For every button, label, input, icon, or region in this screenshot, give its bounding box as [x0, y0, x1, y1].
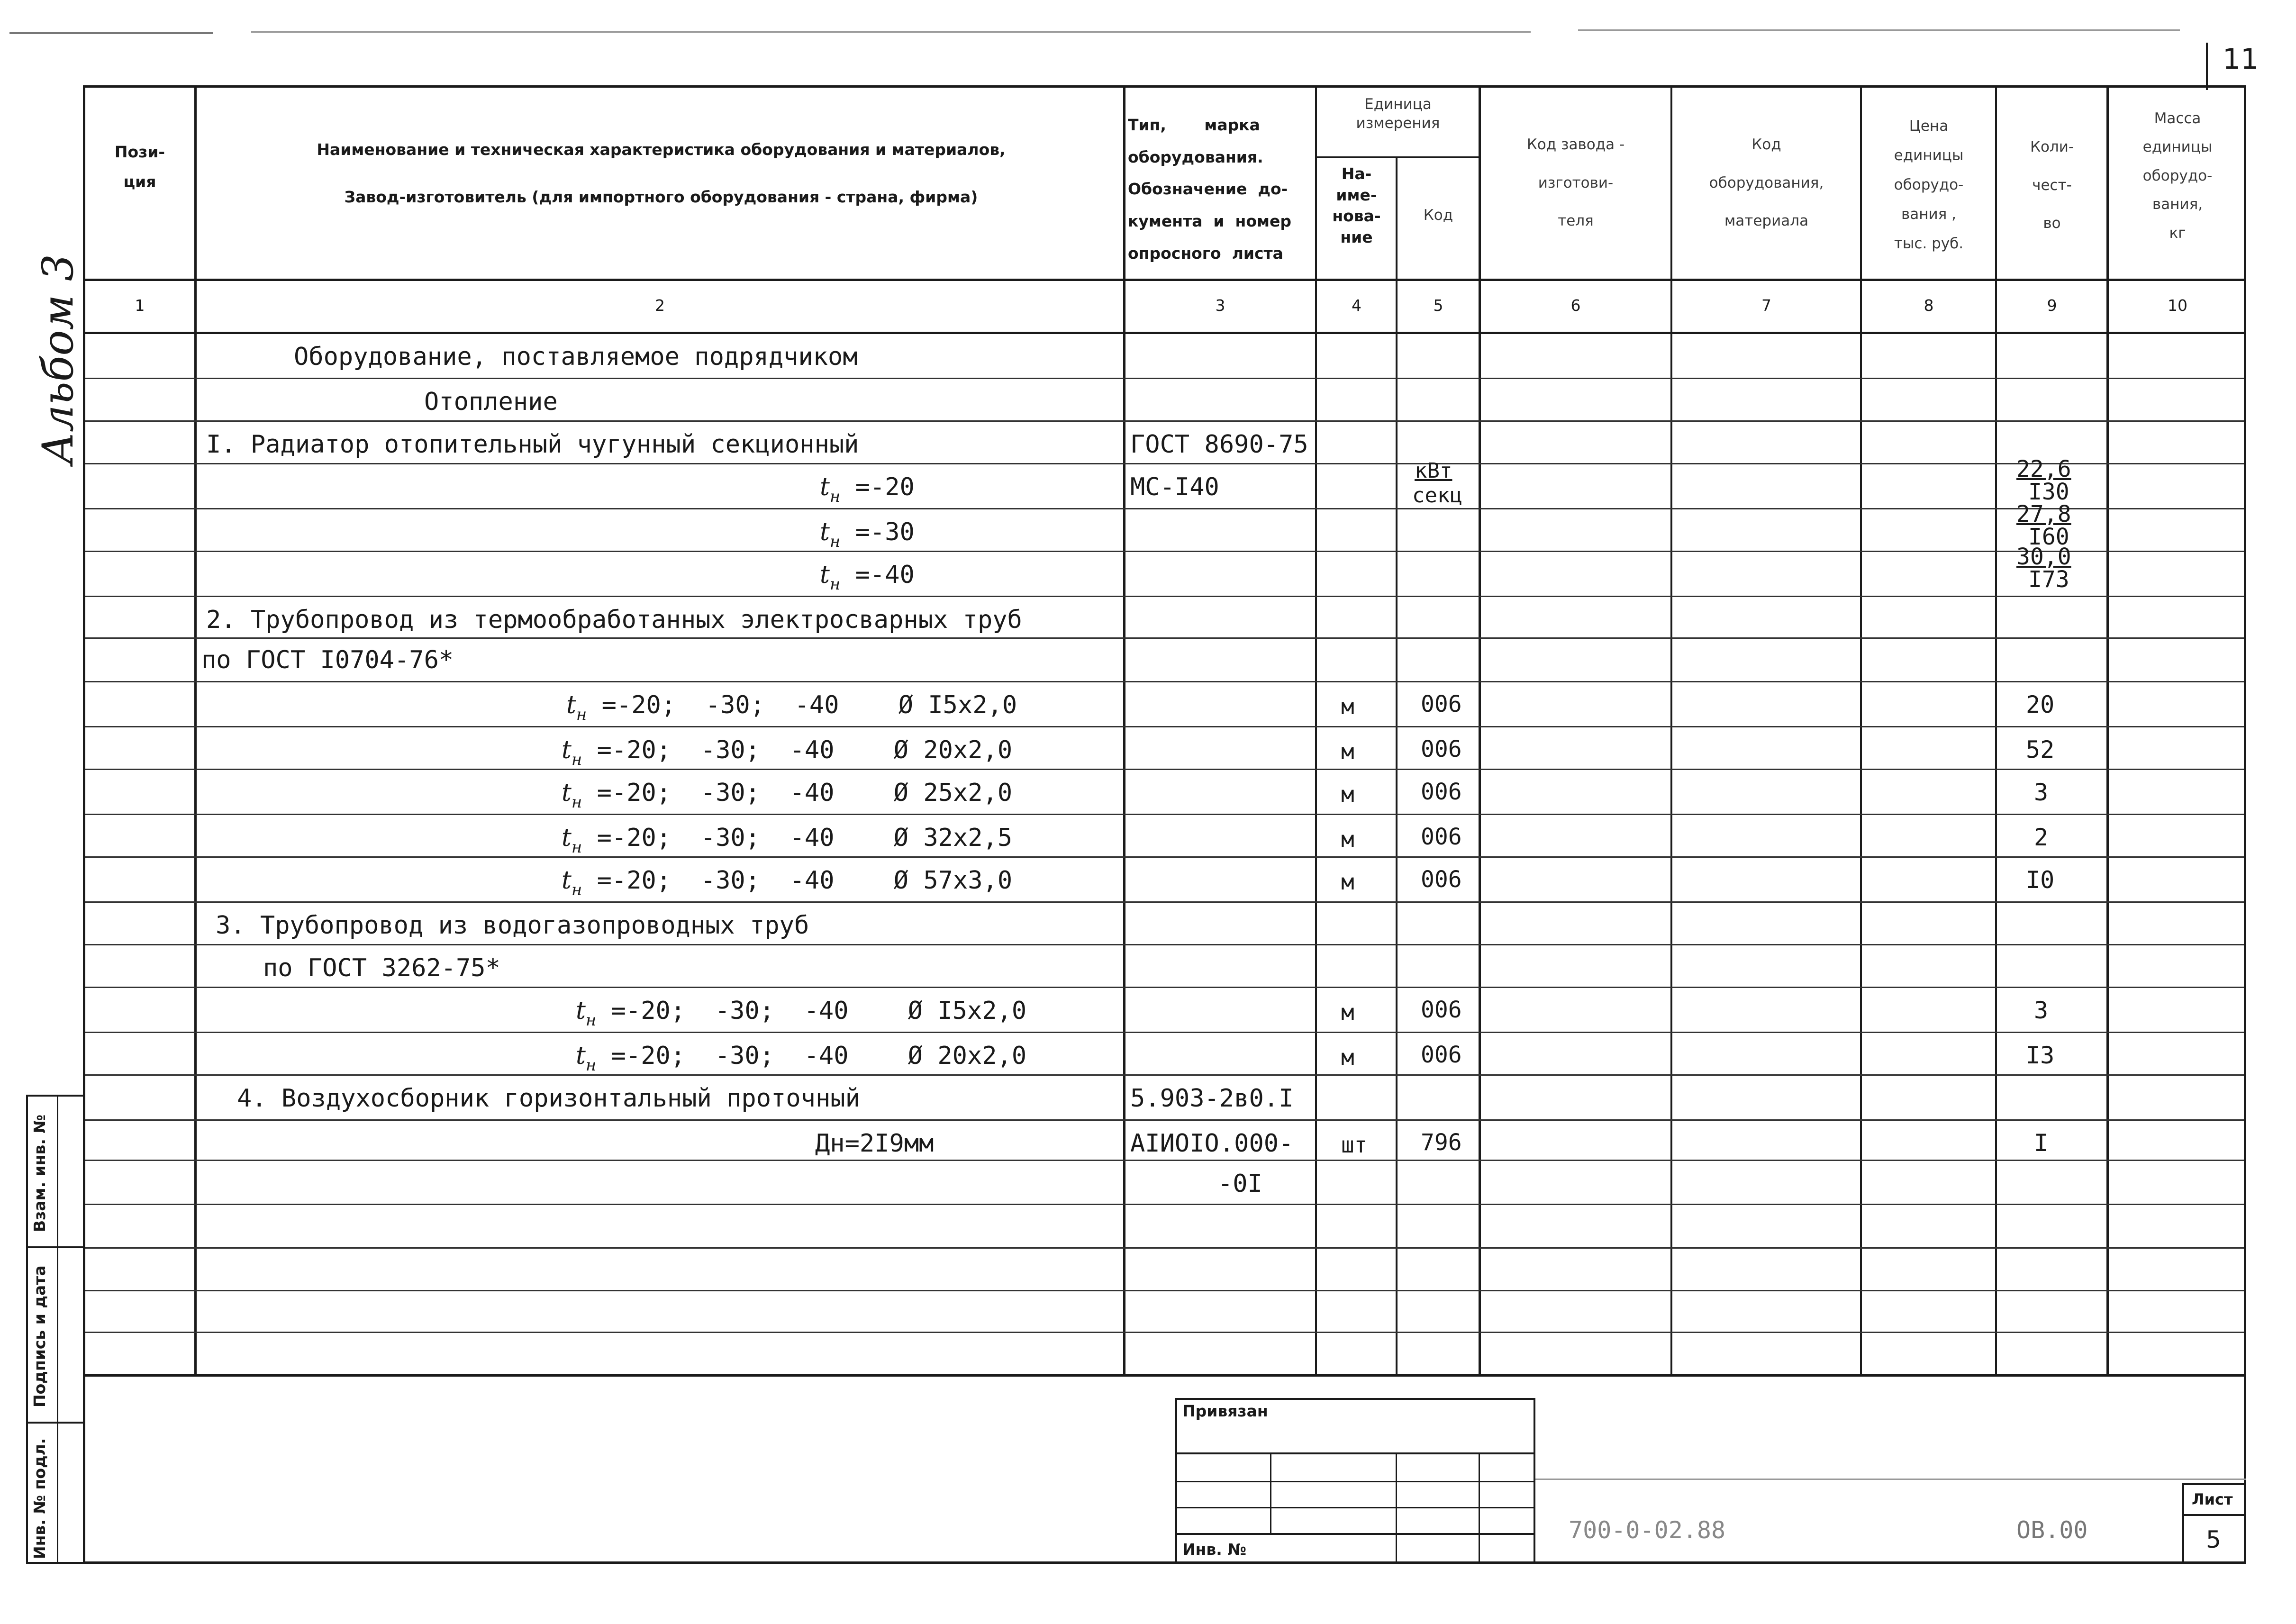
colnum-3: 3: [1215, 296, 1225, 315]
row-divider: [85, 637, 2244, 639]
row-code: кВт: [1415, 459, 1452, 483]
row-quantity: I0: [2026, 866, 2055, 894]
row-quantity: 2: [2034, 824, 2049, 851]
row-divider: [85, 463, 2244, 464]
header-unit-group: Единица измерения: [1356, 96, 1440, 132]
sheet-label: Лист: [2192, 1490, 2233, 1508]
row-type: МС-I40: [1130, 473, 1219, 501]
section-code: ОВ.00: [2016, 1516, 2088, 1544]
header-position: Пози- ция: [114, 143, 165, 191]
header-type: Тип, марка оборудования. Обозначение до- кумента и номер опросного листа: [1128, 116, 1291, 263]
row-divider: [85, 1074, 2244, 1076]
header-unit-code: Код: [1423, 207, 1453, 224]
row-divider: [85, 944, 2244, 945]
corner-sheet-number: 11: [2223, 43, 2259, 76]
row-divider: [85, 726, 2244, 727]
side-podpis: Подпись и дата: [30, 1265, 49, 1407]
row-divider: [85, 1032, 2244, 1033]
row-quantity: 20: [2026, 691, 2055, 718]
row-code: 006: [1421, 824, 1462, 850]
row-unit: м: [1341, 694, 1354, 719]
row-code: 006: [1421, 736, 1462, 762]
row-name: $t_н =-20$; -30; -40 Ø I5x2,0: [576, 997, 1027, 1030]
colnum-1: 1: [135, 296, 145, 315]
row-code: 796: [1421, 1129, 1462, 1156]
row-divider: [85, 551, 2244, 552]
row-divider: [85, 856, 2244, 858]
row-type: 5.903-2в0.I: [1130, 1084, 1294, 1113]
row-code: 006: [1421, 997, 1462, 1023]
row-quantity: 27,8: [2016, 501, 2071, 527]
colnum-6: 6: [1570, 296, 1581, 315]
row-quantity: 3: [2034, 779, 2049, 806]
row-unit: шт: [1341, 1132, 1368, 1158]
row-quantity-secondary: I60: [2028, 524, 2069, 550]
row-name: 2. Трубопровод из термообработанных электросварных труб: [206, 606, 1022, 634]
row-divider: [85, 987, 2244, 988]
row-divider: [85, 1160, 2244, 1161]
row-unit: м: [1341, 781, 1354, 807]
row-divider: [85, 814, 2244, 815]
row-name: $t_н =-20$: [820, 473, 915, 506]
header-quantity: Коли- чест- во: [2030, 138, 2074, 232]
privyazan-label: Привязан: [1182, 1402, 1268, 1420]
row-divider: [85, 769, 2244, 770]
row-divider: [85, 420, 2244, 422]
row-code: 006: [1421, 691, 1462, 717]
row-name: $t_н =-20$; -30; -40 Ø 25x2,0: [562, 779, 1013, 812]
row-name: $t_н =-20$; -30; -40 Ø 57x3,0: [562, 866, 1013, 899]
row-quantity-secondary: I73: [2028, 566, 2069, 593]
row-code: 006: [1421, 1042, 1462, 1068]
row-unit: м: [1341, 739, 1354, 764]
row-unit: м: [1341, 869, 1354, 895]
row-name: Отопление: [424, 388, 558, 416]
row-name: $t_н =-40$: [820, 561, 915, 594]
row-name: $t_н =-20$; -30; -40 Ø I5x2,0: [566, 691, 1017, 724]
doc-code: 700-0-02.88: [1569, 1516, 1726, 1544]
colnum-7: 7: [1761, 296, 1771, 315]
row-code: 006: [1421, 779, 1462, 805]
row-unit: м: [1341, 826, 1354, 852]
row-divider: [85, 1119, 2244, 1121]
row-divider: [85, 901, 2244, 903]
row-code: 006: [1421, 866, 1462, 893]
header-name-line2: Завод-изготовитель (для импортного оборудования - страна, фирма): [344, 188, 978, 206]
colnum-4: 4: [1352, 296, 1361, 315]
row-name: $t_н =-20$; -30; -40 Ø 32x2,5: [562, 824, 1013, 857]
row-divider: [85, 1204, 2244, 1205]
row-quantity: I3: [2026, 1042, 2055, 1069]
row-quantity: 30,0: [2016, 544, 2071, 570]
header-mass: Масса единицы оборудо- вания, кг: [2142, 110, 2213, 242]
header-price: Цена единицы оборудо- вания , тыс. руб.: [1894, 118, 1964, 252]
row-unit: м: [1341, 999, 1354, 1025]
row-quantity-secondary: I30: [2028, 479, 2069, 505]
row-type: -0I: [1218, 1170, 1262, 1198]
row-type: ГОСТ 8690-75: [1130, 430, 1308, 459]
row-name: по ГОСТ 3262-75*: [263, 954, 500, 982]
album-label: Альбом 3: [33, 254, 83, 464]
header-factory-code: Код завода - изготови- теля: [1526, 136, 1625, 230]
row-name: 4. Воздухосборник горизонтальный проточный: [237, 1084, 860, 1113]
row-name: Оборудование, поставляемое подрядчиком: [294, 343, 858, 371]
row-name: $t_н =-30$: [820, 518, 915, 551]
header-name-line1: Наименование и техническая характеристика оборудования и материалов,: [317, 140, 1006, 159]
row-quantity: 3: [2034, 997, 2049, 1024]
row-quantity: 22,6: [2016, 456, 2071, 482]
row-unit: м: [1341, 1044, 1354, 1070]
row-quantity: I: [2034, 1129, 2049, 1157]
sheet-number: 5: [2206, 1526, 2221, 1553]
header-equipment-code: Код оборудования, материала: [1709, 136, 1824, 230]
row-name: $t_н =-20$; -30; -40 Ø 20x2,0: [576, 1042, 1027, 1075]
side-vzam-inv: Взам. инв. №: [30, 1114, 49, 1232]
row-divider: [85, 508, 2244, 509]
side-inv-podl: Инв. № подл.: [30, 1438, 49, 1559]
row-name: 3. Трубопровод из водогазопроводных труб: [216, 911, 809, 940]
colnum-2: 2: [655, 296, 665, 315]
row-name: Дн=2I9мм: [815, 1129, 934, 1158]
row-divider: [85, 681, 2244, 682]
colnum-9: 9: [2047, 296, 2057, 315]
row-divider: [85, 378, 2244, 379]
colnum-8: 8: [1924, 296, 1934, 315]
row-type: АIИОIО.000-: [1130, 1129, 1294, 1158]
row-name: по ГОСТ I0704-76*: [201, 646, 454, 674]
row-code-secondary: секц: [1412, 483, 1462, 508]
row-divider: [85, 1247, 2244, 1249]
row-quantity: 52: [2026, 736, 2055, 763]
row-divider: [85, 1332, 2244, 1333]
colnum-5: 5: [1433, 296, 1443, 315]
colnum-10: 10: [2168, 296, 2187, 315]
row-name: I. Радиатор отопительный чугунный секционный: [206, 430, 859, 459]
header-unit-name: На- име- нова- ние: [1332, 164, 1381, 246]
inv-no-label: Инв. №: [1182, 1540, 1247, 1559]
row-divider: [85, 1290, 2244, 1291]
row-divider: [85, 596, 2244, 597]
row-name: $t_н =-20$; -30; -40 Ø 20x2,0: [562, 736, 1013, 769]
